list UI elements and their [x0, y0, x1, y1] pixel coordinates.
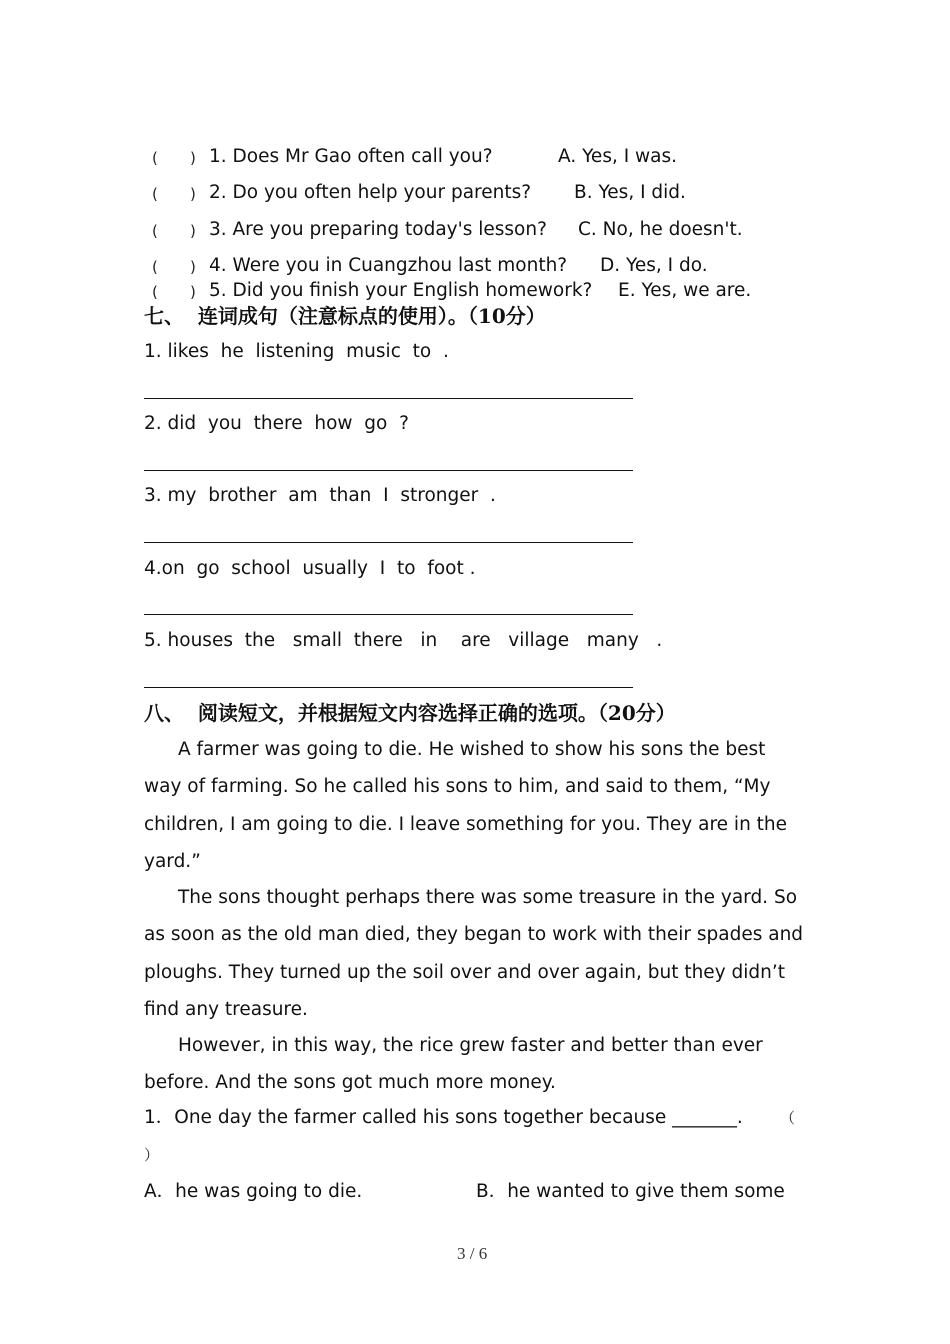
section-heading: 七、 连词成句（注意标点的使用）。（10分） [144, 304, 546, 328]
scramble-item: 1. likes he listening music to . [144, 341, 449, 362]
match-question: 1. Does Mr Gao often call you? [209, 146, 493, 167]
match-question: 5. Did you finish your English homework? [209, 280, 593, 301]
match-answer: C. No, he doesn't. [578, 219, 743, 240]
reading-paragraph: The sons thought perhaps there was some treasure in the yard. So as soon as the old man died, they began to work with their spades and ploughs. They turned up the soil over and over again, but they didn’t find any treasure. [144, 887, 804, 1020]
match-answer: E. Yes, we are. [618, 280, 752, 301]
reading-paragraph: A farmer was going to die. He wished to show his sons the best way of farming. So he called his sons to him, and said to them, “My children, I am going to die. I leave something for you. They are in the yard.” [144, 739, 788, 872]
scramble-item: 4.on go school usually I to foot . [144, 558, 476, 579]
option-a[interactable]: A．he was going to die. [144, 1181, 363, 1202]
section-heading: 八、 阅读短文，并根据短文内容选择正确的选项。（20分） [144, 701, 676, 725]
scramble-item: 2. did you there how go ? [144, 413, 409, 434]
answer-line[interactable] [144, 542, 633, 543]
answer-paren-close: ) [190, 283, 196, 301]
option-b[interactable]: B．he wanted to give them some [476, 1181, 785, 1202]
match-question: 3. Are you preparing today's lesson? [209, 219, 547, 240]
answer-paren-close: ) [190, 185, 196, 203]
reading-paragraph: However, in this way, the rice grew faster and better than ever before. And the sons got much more money. [144, 1035, 763, 1094]
answer-line[interactable] [144, 687, 633, 688]
answer-paren-close: ) [190, 149, 196, 167]
answer-paren-open: ( [152, 258, 158, 276]
match-answer: B. Yes, I did. [574, 182, 686, 203]
match-question: 2. Do you often help your parents? [209, 182, 532, 203]
answer-paren-open: ( [152, 222, 158, 240]
match-answer: D. Yes, I do. [600, 255, 708, 276]
answer-paren-close: ） [144, 1146, 160, 1164]
match-question: 4. Were you in Cuangzhou last month? [209, 255, 568, 276]
scramble-item: 3. my brother am than I stronger . [144, 485, 496, 506]
answer-paren-close: ) [190, 222, 196, 240]
answer-paren-close: ) [190, 258, 196, 276]
answer-line[interactable] [144, 470, 633, 471]
answer-line[interactable] [144, 614, 633, 615]
match-answer: A. Yes, I was. [558, 146, 678, 167]
answer-paren-open: ( [152, 149, 158, 167]
scramble-item: 5. houses the small there in are village many . [144, 630, 663, 651]
answer-paren-open: ( [152, 283, 158, 301]
question-stem: 1．One day the farmer called his sons together because _______. [144, 1107, 743, 1128]
answer-paren-open: （ [780, 1109, 796, 1127]
page-number: 3 / 6 [457, 1244, 488, 1263]
answer-line[interactable] [144, 398, 633, 399]
answer-paren-open: ( [152, 185, 158, 203]
